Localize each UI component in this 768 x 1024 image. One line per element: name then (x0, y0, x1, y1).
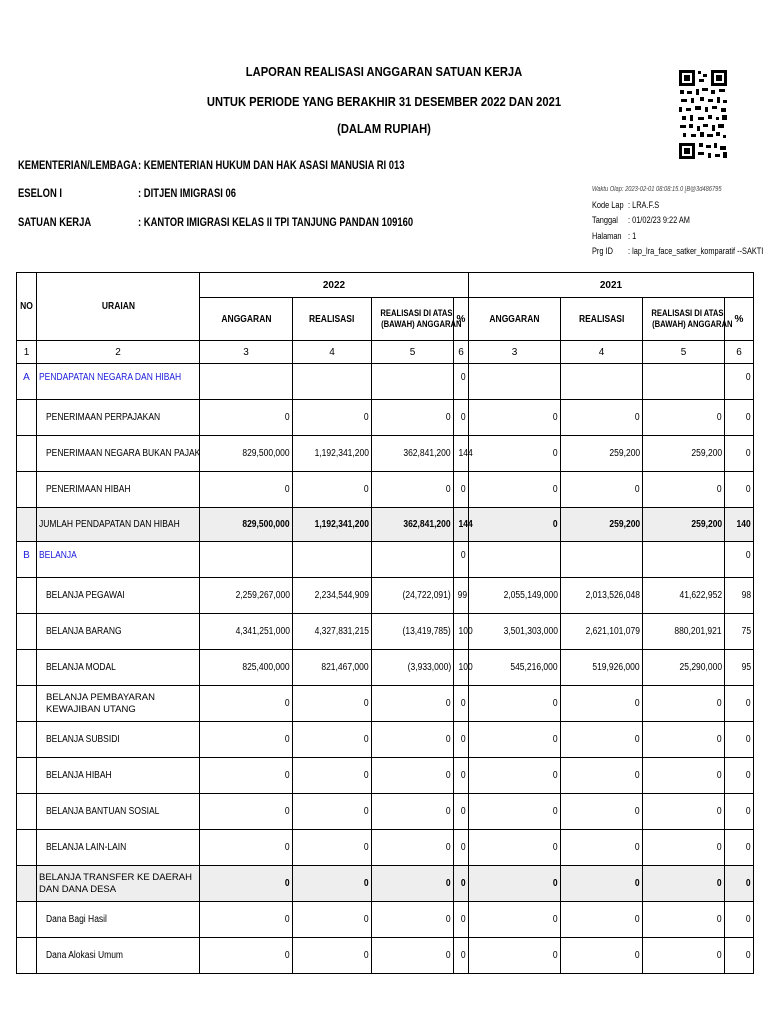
table-row (17, 508, 754, 542)
row-value (643, 364, 725, 400)
row-label: BELANJA (37, 542, 200, 578)
row-no (17, 614, 37, 650)
row-value: 0 (293, 866, 372, 902)
row-value: 0 (469, 472, 561, 508)
row-value: 0 (643, 866, 725, 902)
row-value: 0 (200, 758, 293, 794)
row-value: 0 (469, 436, 561, 472)
row-value: 0 (469, 722, 561, 758)
row-no (17, 508, 37, 542)
row-no (17, 902, 37, 938)
table-row (17, 472, 754, 508)
row-value (200, 364, 293, 400)
satker-label: SATUAN KERJA (18, 217, 92, 229)
header-anggaran-2022: ANGGARAN (200, 298, 293, 341)
row-label: BELANJA PEMBAYARAN KEWAJIBAN UTANG (37, 686, 200, 722)
row-value: 880,201,921 (643, 614, 725, 650)
eselon-label: ESELON I (18, 188, 63, 200)
qr-code (678, 69, 728, 160)
row-value: 0 (725, 830, 754, 866)
row-value: 0 (200, 400, 293, 436)
row-value (469, 542, 561, 578)
row-value: 0 (469, 938, 561, 974)
row-value: 0 (725, 758, 754, 794)
row-value: 0 (725, 436, 754, 472)
kementerian-label: KEMENTERIAN/LEMBAGA (18, 160, 138, 172)
row-value: 2,013,526,048 (561, 578, 643, 614)
header-pct-2021: % (725, 298, 754, 341)
row-no (17, 436, 37, 472)
row-value: 0 (372, 830, 454, 866)
row-value (372, 364, 454, 400)
header-no: NO (17, 273, 37, 341)
satker-value: : KANTOR IMIGRASI KELAS II TPI TANJUNG PANDAN 109160 (138, 217, 414, 229)
header-anggaran-2021: ANGGARAN (469, 298, 561, 341)
row-no (17, 400, 37, 436)
index-cell: 6 (454, 341, 469, 364)
row-value: 825,400,000 (200, 650, 293, 686)
info-kode-lap-label: Kode Lap (592, 200, 624, 210)
row-value: 144 (454, 436, 469, 472)
row-value: 0 (372, 400, 454, 436)
header-realisasi-2021: REALISASI (561, 298, 643, 341)
row-value: 0 (372, 866, 454, 902)
row-value: 545,216,000 (469, 650, 561, 686)
row-value: 0 (725, 794, 754, 830)
row-value: 0 (200, 866, 293, 902)
row-value: 3,501,303,000 (469, 614, 561, 650)
row-value: 0 (200, 794, 293, 830)
row-value: 0 (469, 686, 561, 722)
row-no (17, 758, 37, 794)
row-value: 0 (561, 758, 643, 794)
row-value: 75 (725, 614, 754, 650)
row-value: 0 (200, 938, 293, 974)
table-row (17, 902, 754, 938)
header-realisasi-2022: REALISASI (293, 298, 372, 341)
row-value: 0 (293, 902, 372, 938)
row-value: 0 (643, 938, 725, 974)
table-row (17, 614, 754, 650)
row-value: 100 (454, 650, 469, 686)
header-uraian: URAIAN (37, 273, 200, 341)
row-value: 259,200 (643, 508, 725, 542)
row-value: 4,341,251,000 (200, 614, 293, 650)
row-value: 2,621,101,079 (561, 614, 643, 650)
row-value: 0 (725, 938, 754, 974)
row-no (17, 938, 37, 974)
row-label: Dana Alokasi Umum (37, 938, 200, 974)
row-value: 100 (454, 614, 469, 650)
row-value: 0 (643, 902, 725, 938)
row-label: BELANJA BARANG (37, 614, 200, 650)
index-cell: 1 (17, 341, 37, 364)
row-no (17, 830, 37, 866)
row-value: 362,841,200 (372, 508, 454, 542)
row-label: BELANJA SUBSIDI (37, 722, 200, 758)
row-value: 829,500,000 (200, 508, 293, 542)
table-row (17, 722, 754, 758)
index-cell: 5 (372, 341, 454, 364)
row-value: 0 (293, 686, 372, 722)
row-no (17, 686, 37, 722)
row-value (561, 542, 643, 578)
row-value: 0 (643, 758, 725, 794)
row-value: 140 (725, 508, 754, 542)
row-value: 0 (454, 686, 469, 722)
row-value: 259,200 (643, 436, 725, 472)
row-value: 0 (454, 542, 469, 578)
info-halaman-label: Halaman (592, 231, 622, 241)
table-row (17, 866, 754, 902)
row-value (561, 364, 643, 400)
row-value: 0 (725, 902, 754, 938)
row-value: 0 (561, 472, 643, 508)
row-value: (24,722,091) (372, 578, 454, 614)
row-value (372, 542, 454, 578)
info-tanggal-label: Tanggal (592, 215, 618, 225)
row-value: 144 (454, 508, 469, 542)
row-value: 0 (725, 400, 754, 436)
kementerian-value: : KEMENTERIAN HUKUM DAN HAK ASASI MANUSIA RI 013 (138, 160, 405, 172)
row-no (17, 794, 37, 830)
row-value: 0 (293, 472, 372, 508)
header-year-2021: 2021 (469, 273, 754, 298)
info-tanggal-value: : 01/02/23 9:22 AM (628, 215, 690, 225)
row-value: 0 (561, 866, 643, 902)
row-value: 0 (454, 758, 469, 794)
row-value: 0 (469, 794, 561, 830)
row-value: 0 (469, 508, 561, 542)
row-value: 0 (372, 472, 454, 508)
row-label: Dana Bagi Hasil (37, 902, 200, 938)
row-value: 0 (293, 830, 372, 866)
row-value (643, 542, 725, 578)
row-value: (3,933,000) (372, 650, 454, 686)
table-row (17, 578, 754, 614)
row-label: BELANJA PEGAWAI (37, 578, 200, 614)
row-value: 0 (454, 866, 469, 902)
row-value: 0 (469, 758, 561, 794)
row-value (293, 542, 372, 578)
row-label: PENERIMAAN HIBAH (37, 472, 200, 508)
row-value: 519,926,000 (561, 650, 643, 686)
info-prg-value: : lap_lra_face_satker_komparatif --SAKTI (628, 246, 764, 256)
row-value: 2,055,149,000 (469, 578, 561, 614)
row-value: 0 (643, 830, 725, 866)
row-value: 0 (561, 902, 643, 938)
row-value (293, 364, 372, 400)
row-value: 0 (725, 686, 754, 722)
row-value: 0 (200, 686, 293, 722)
row-value: 0 (454, 902, 469, 938)
row-no (17, 722, 37, 758)
budget-table (16, 272, 754, 974)
index-cell: 2 (37, 341, 200, 364)
row-value: 0 (643, 794, 725, 830)
row-value: 259,200 (561, 436, 643, 472)
row-value: 1,192,341,200 (293, 508, 372, 542)
row-value: 0 (469, 866, 561, 902)
row-value: 0 (293, 794, 372, 830)
row-value: 0 (561, 830, 643, 866)
index-cell: 6 (725, 341, 754, 364)
row-value: 0 (725, 722, 754, 758)
index-cell: 4 (293, 341, 372, 364)
row-value: 0 (454, 830, 469, 866)
table-row (17, 364, 754, 400)
table-row (17, 830, 754, 866)
row-value: 0 (200, 722, 293, 758)
row-value: 0 (293, 722, 372, 758)
header-selisih-2022: REALISASI DI ATAS (BAWAH) ANGGARAN (372, 298, 454, 341)
row-value: 0 (725, 472, 754, 508)
row-value: 1,192,341,200 (293, 436, 372, 472)
row-value: 0 (469, 830, 561, 866)
row-value: 0 (561, 794, 643, 830)
row-value: 25,290,000 (643, 650, 725, 686)
table-row (17, 794, 754, 830)
index-cell: 3 (200, 341, 293, 364)
index-cell: 3 (469, 341, 561, 364)
row-value: 0 (561, 722, 643, 758)
row-label: PENERIMAAN PERPAJAKAN (37, 400, 200, 436)
header-selisih-2021: REALISASI DI ATAS (BAWAH) ANGGARAN (643, 298, 725, 341)
row-value: 0 (372, 758, 454, 794)
row-value: 821,467,000 (293, 650, 372, 686)
row-no (17, 866, 37, 902)
row-label: JUMLAH PENDAPATAN DAN HIBAH (37, 508, 200, 542)
row-value: 0 (643, 472, 725, 508)
row-value: 0 (454, 722, 469, 758)
row-value: 98 (725, 578, 754, 614)
row-value: 0 (372, 938, 454, 974)
row-value: 99 (454, 578, 469, 614)
row-no (17, 578, 37, 614)
row-value: 0 (200, 830, 293, 866)
row-no (17, 472, 37, 508)
row-value (200, 542, 293, 578)
info-timestamp: Waktu Olap: 2023-02-01 08:08:15.0 [B@3d486795 (592, 186, 722, 193)
row-label: PENDAPATAN NEGARA DAN HIBAH (37, 364, 200, 400)
row-no (17, 650, 37, 686)
report-unit: (DALAM RUPIAH) (337, 121, 431, 136)
info-kode-lap-value: : LRA.F.S (628, 200, 660, 210)
row-value: 2,259,267,000 (200, 578, 293, 614)
row-value: 0 (372, 686, 454, 722)
row-value: 0 (561, 938, 643, 974)
table-row (17, 650, 754, 686)
row-value: (13,419,785) (372, 614, 454, 650)
row-value: 0 (454, 794, 469, 830)
row-value: 0 (372, 794, 454, 830)
info-halaman-value: : 1 (628, 231, 637, 241)
report-title: LAPORAN REALISASI ANGGARAN SATUAN KERJA (245, 64, 523, 79)
row-value (469, 364, 561, 400)
row-value: 0 (454, 364, 469, 400)
table-row (17, 686, 754, 722)
row-value: 0 (469, 400, 561, 436)
row-value: 41,622,952 (643, 578, 725, 614)
row-value: 0 (561, 400, 643, 436)
table-row (17, 436, 754, 472)
row-label: BELANJA BANTUAN SOSIAL (37, 794, 200, 830)
row-no: B (17, 542, 37, 578)
table-row (17, 938, 754, 974)
eselon-value: : DITJEN IMIGRASI 06 (138, 188, 236, 200)
row-value: 2,234,544,909 (293, 578, 372, 614)
report-period: UNTUK PERIODE YANG BERAKHIR 31 DESEMBER 2022 DAN 2021 (206, 94, 562, 109)
row-value: 0 (725, 364, 754, 400)
row-value: 0 (643, 686, 725, 722)
row-value: 95 (725, 650, 754, 686)
row-value: 0 (293, 938, 372, 974)
row-value: 0 (200, 902, 293, 938)
row-label: BELANJA LAIN-LAIN (37, 830, 200, 866)
row-value: 0 (293, 758, 372, 794)
row-value: 0 (469, 902, 561, 938)
header-pct-2022: % (454, 298, 469, 341)
table-row (17, 542, 754, 578)
index-cell: 4 (561, 341, 643, 364)
row-label: BELANJA MODAL (37, 650, 200, 686)
index-row (17, 341, 754, 364)
index-cell: 5 (643, 341, 725, 364)
row-label: PENERIMAAN NEGARA BUKAN PAJAK (37, 436, 200, 472)
row-value: 362,841,200 (372, 436, 454, 472)
row-value: 259,200 (561, 508, 643, 542)
row-label: BELANJA TRANSFER KE DAERAH DAN DANA DESA (37, 866, 200, 902)
row-no: A (17, 364, 37, 400)
row-value: 0 (561, 686, 643, 722)
row-value: 0 (372, 902, 454, 938)
row-value: 0 (200, 472, 293, 508)
row-value: 0 (725, 866, 754, 902)
table-row (17, 400, 754, 436)
row-value: 0 (293, 400, 372, 436)
row-value: 4,327,831,215 (293, 614, 372, 650)
row-value: 0 (454, 400, 469, 436)
row-value: 0 (725, 542, 754, 578)
row-value: 0 (643, 400, 725, 436)
row-value: 0 (372, 722, 454, 758)
row-value: 0 (454, 938, 469, 974)
row-value: 0 (454, 472, 469, 508)
info-prg-label: Prg ID (592, 246, 613, 256)
row-value: 829,500,000 (200, 436, 293, 472)
table-row (17, 758, 754, 794)
row-value: 0 (643, 722, 725, 758)
header-year-2022: 2022 (200, 273, 469, 298)
row-label: BELANJA HIBAH (37, 758, 200, 794)
